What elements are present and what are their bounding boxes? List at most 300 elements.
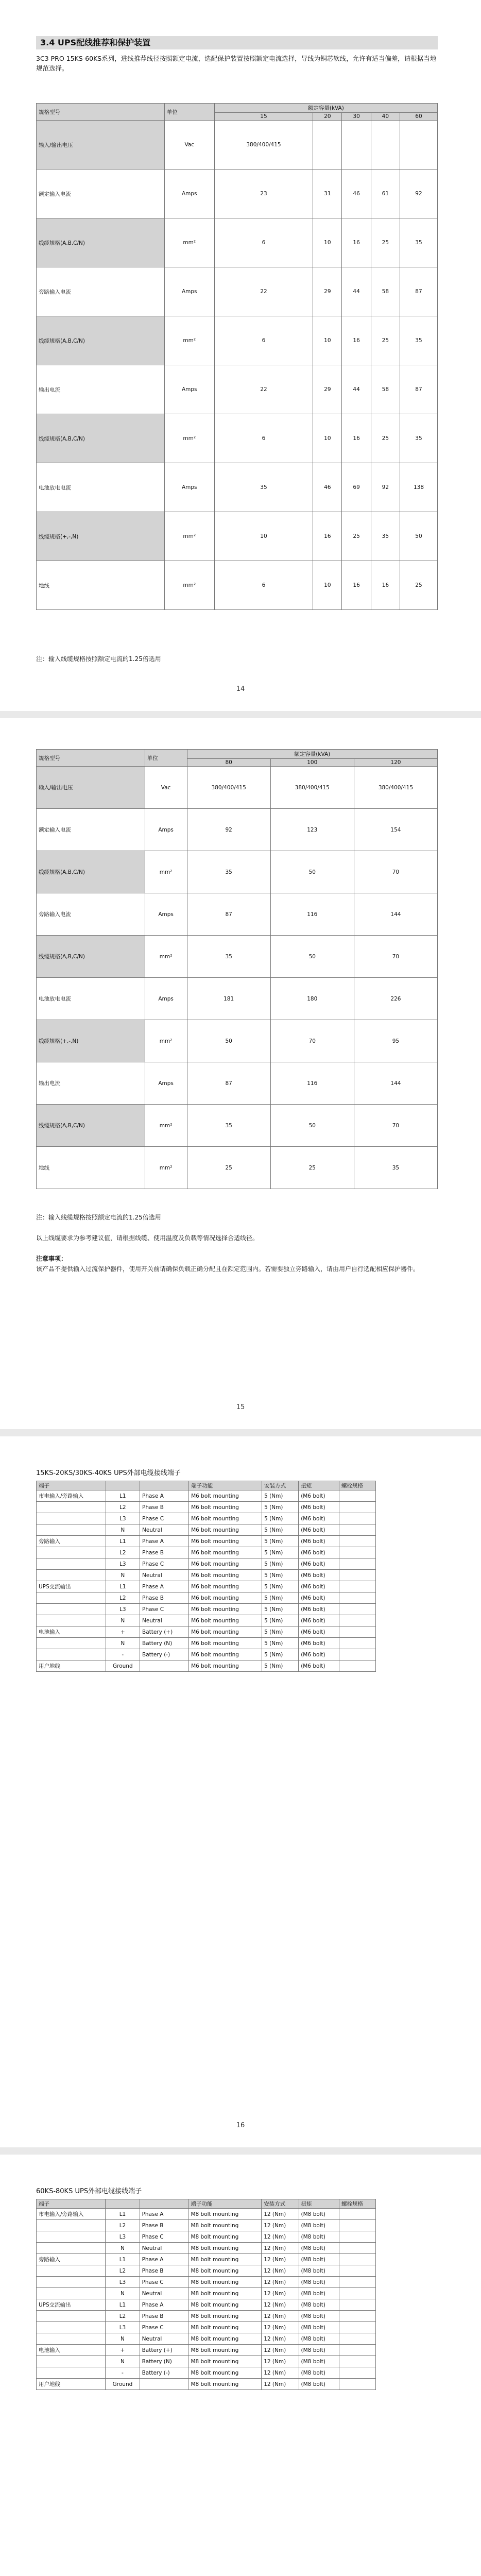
row-value: 58 xyxy=(371,267,400,316)
row-unit: mm² xyxy=(164,218,214,267)
header-rating: 额定容量(kVA) xyxy=(214,104,437,113)
header-rating-value: 20 xyxy=(313,113,342,121)
row-label: 线缆规格(A,B,C/N) xyxy=(37,1105,145,1147)
terminal-id: L1 xyxy=(106,1490,140,1502)
table-row xyxy=(37,2277,376,2288)
row-label: 电池放电电流 xyxy=(37,978,145,1020)
row-label: 线缆规格(A,B,C/N) xyxy=(37,218,165,267)
table-row xyxy=(37,2231,376,2243)
row-unit: Amps xyxy=(164,365,214,414)
row-unit: Amps xyxy=(145,809,187,851)
terminal-group xyxy=(37,2367,106,2379)
terminal-group xyxy=(37,2277,106,2288)
terminal-group xyxy=(37,2288,106,2299)
terminal-group xyxy=(37,1604,106,1615)
table-row xyxy=(37,2265,376,2277)
column-header xyxy=(140,1481,189,1490)
terminal-id: N xyxy=(106,1638,140,1649)
row-value: 380/400/415 xyxy=(214,121,313,170)
row-value: 25 xyxy=(371,414,400,463)
row-value: 144 xyxy=(354,893,437,936)
terminal-function: Phase B xyxy=(140,2220,188,2231)
terminal-id: N xyxy=(106,1615,140,1626)
table-row xyxy=(37,1615,376,1626)
blank-cell xyxy=(339,2333,375,2345)
blank-cell xyxy=(339,2288,375,2299)
terminal-function: Phase B xyxy=(140,1592,189,1604)
torque: 12 (Nm) xyxy=(262,2322,299,2333)
torque: 12 (Nm) xyxy=(262,2288,299,2299)
row-value: 16 xyxy=(342,414,371,463)
row-value: 70 xyxy=(270,1020,354,1062)
table-row xyxy=(37,1558,376,1570)
terminal-id: L1 xyxy=(106,1536,140,1547)
mounting: M8 bolt mounting xyxy=(188,2277,262,2288)
table-row xyxy=(37,414,438,463)
row-value: 50 xyxy=(400,512,437,561)
terminal-function: Phase C xyxy=(140,2277,188,2288)
row-value: 92 xyxy=(371,463,400,512)
blank-cell xyxy=(339,1581,375,1592)
terminal-function: Phase B xyxy=(140,2311,188,2322)
terminal-function: Battery (N) xyxy=(140,1638,189,1649)
table-row xyxy=(37,1660,376,1672)
row-value: 35 xyxy=(400,414,437,463)
terminal-id: L2 xyxy=(106,1592,140,1604)
terminal-function: Neutral xyxy=(140,2243,188,2254)
row-value: 50 xyxy=(270,936,354,978)
terminal-function: Phase C xyxy=(140,2231,188,2243)
blank-cell xyxy=(339,1649,375,1660)
bolt-spec: (M8 bolt) xyxy=(299,2220,339,2231)
terminal-function: Neutral xyxy=(140,2333,188,2345)
row-value: 35 xyxy=(400,218,437,267)
terminal-function: Phase A xyxy=(140,2254,188,2265)
blank-cell xyxy=(339,1660,375,1672)
torque: 12 (Nm) xyxy=(262,2254,299,2265)
torque: 12 (Nm) xyxy=(262,2367,299,2379)
row-label: 输入/输出电压 xyxy=(37,121,165,170)
header-rating-value: 60 xyxy=(400,113,437,121)
row-value: 92 xyxy=(187,809,270,851)
bolt-spec: (M6 bolt) xyxy=(299,1604,339,1615)
header-rating: 额定容量(kVA) xyxy=(187,750,437,759)
row-value: 380/400/415 xyxy=(354,767,437,809)
terminal-id: N xyxy=(106,2356,140,2367)
column-header xyxy=(140,2199,188,2209)
blank-cell xyxy=(339,1490,375,1502)
table-caption: 60KS-80KS UPS外部电缆接线端子 xyxy=(36,2188,142,2195)
row-value xyxy=(342,121,371,170)
torque: 5 (Nm) xyxy=(262,1581,299,1592)
row-label: 输出电流 xyxy=(37,365,165,414)
table-row xyxy=(37,893,438,936)
row-label: 线缆规格(A,B,C/N) xyxy=(37,414,165,463)
terminal-group xyxy=(37,1513,106,1524)
table-row xyxy=(37,2367,376,2379)
terminal-function: Battery (+) xyxy=(140,2345,188,2356)
mounting: M6 bolt mounting xyxy=(189,1558,262,1570)
terminal-group xyxy=(37,2243,106,2254)
torque: 12 (Nm) xyxy=(262,2299,299,2311)
bolt-spec: (M6 bolt) xyxy=(299,1570,339,1581)
table-row xyxy=(37,2322,376,2333)
row-label: 电池放电电流 xyxy=(37,463,165,512)
torque: 12 (Nm) xyxy=(262,2243,299,2254)
row-value: 95 xyxy=(354,1020,437,1062)
torque: 12 (Nm) xyxy=(262,2311,299,2322)
blank-cell xyxy=(339,1513,375,1524)
row-value: 25 xyxy=(400,561,437,610)
terminal-id: L2 xyxy=(106,2220,140,2231)
row-value: 29 xyxy=(313,365,342,414)
column-header: 端子 xyxy=(37,1481,106,1490)
terminal-function: Battery (-) xyxy=(140,1649,189,1660)
mounting: M8 bolt mounting xyxy=(188,2322,262,2333)
table-row xyxy=(37,1147,438,1189)
terminal-id: L3 xyxy=(106,2231,140,2243)
terminal-id: Ground xyxy=(106,2379,140,2390)
mounting: M6 bolt mounting xyxy=(189,1513,262,1524)
terminal-id: L3 xyxy=(106,1604,140,1615)
row-label: 线缆规格(A,B,C/N) xyxy=(37,316,165,365)
bolt-spec: (M6 bolt) xyxy=(299,1502,339,1513)
terminal-id: L2 xyxy=(106,2311,140,2322)
row-value: 23 xyxy=(214,170,313,218)
reference-paragraph: 以上线缆要求为参考建议值，请根据线缆、使用温度及负载等情况选择合适线径。 xyxy=(36,1234,259,1242)
table-row xyxy=(37,1502,376,1513)
terminal-group: 市电输入/旁路输入 xyxy=(37,2209,106,2220)
terminal-function: Phase C xyxy=(140,1558,189,1570)
row-unit: mm² xyxy=(164,512,214,561)
row-unit: Vac xyxy=(145,767,187,809)
table-row xyxy=(37,1062,438,1105)
bolt-spec: (M6 bolt) xyxy=(299,1615,339,1626)
column-header: 螺栓规格 xyxy=(339,2199,375,2209)
terminal-id: + xyxy=(106,1626,140,1638)
header-rating-value: 15 xyxy=(214,113,313,121)
table-row xyxy=(37,218,438,267)
row-label: 额定输入电流 xyxy=(37,809,145,851)
row-value: 10 xyxy=(313,414,342,463)
row-value: 92 xyxy=(400,170,437,218)
row-label: 输入/输出电压 xyxy=(37,767,145,809)
torque: 5 (Nm) xyxy=(262,1638,299,1649)
terminal-group xyxy=(37,2311,106,2322)
row-value: 35 xyxy=(400,316,437,365)
row-unit: mm² xyxy=(164,561,214,610)
terminal-function: Neutral xyxy=(140,2288,188,2299)
row-value: 87 xyxy=(187,893,270,936)
row-value: 25 xyxy=(187,1147,270,1189)
terminal-function: Neutral xyxy=(140,1570,189,1581)
row-value: 25 xyxy=(371,316,400,365)
row-value: 35 xyxy=(371,512,400,561)
row-label: 地线 xyxy=(37,1147,145,1189)
page-separator xyxy=(0,1429,481,1436)
row-label: 线缆规格(A,B,C/N) xyxy=(37,936,145,978)
terminal-group xyxy=(37,1592,106,1604)
mounting: M6 bolt mounting xyxy=(189,1626,262,1638)
blank-cell xyxy=(339,2379,375,2390)
torque: 5 (Nm) xyxy=(262,1649,299,1660)
table-row xyxy=(37,365,438,414)
terminal-function: Phase B xyxy=(140,1547,189,1558)
row-value: 46 xyxy=(342,170,371,218)
mounting: M6 bolt mounting xyxy=(189,1547,262,1558)
terminal-function: Phase C xyxy=(140,1604,189,1615)
terminal-group xyxy=(37,2356,106,2367)
terminal-function xyxy=(140,1660,189,1672)
bolt-spec: (M8 bolt) xyxy=(299,2288,339,2299)
row-value: 58 xyxy=(371,365,400,414)
row-label: 旁路输入电流 xyxy=(37,267,165,316)
terminal-function: Phase A xyxy=(140,2299,188,2311)
table-row xyxy=(37,1547,376,1558)
row-value xyxy=(400,121,437,170)
bolt-spec: (M8 bolt) xyxy=(299,2311,339,2322)
cable-spec-table-1 xyxy=(36,103,438,610)
terminal-function: Phase B xyxy=(140,1502,189,1513)
row-unit: Amps xyxy=(145,1062,187,1105)
table-row xyxy=(37,1105,438,1147)
torque: 12 (Nm) xyxy=(262,2220,299,2231)
terminal-group xyxy=(37,1638,106,1649)
page-separator xyxy=(0,2147,481,2155)
row-value: 22 xyxy=(214,267,313,316)
blank-cell xyxy=(339,1626,375,1638)
row-unit: Amps xyxy=(164,463,214,512)
row-label: 旁路输入电流 xyxy=(37,893,145,936)
row-value: 50 xyxy=(187,1020,270,1062)
row-value: 144 xyxy=(354,1062,437,1105)
row-value: 16 xyxy=(342,561,371,610)
table-row xyxy=(37,463,438,512)
terminal-group: 旁路输入 xyxy=(37,2254,106,2265)
blank-cell xyxy=(339,2231,375,2243)
table-row xyxy=(37,1604,376,1615)
terminal-group xyxy=(37,1649,106,1660)
terminal-group: 用户地线 xyxy=(37,1660,106,1672)
terminal-id: L1 xyxy=(106,2254,140,2265)
terminal-id: N xyxy=(106,2333,140,2345)
torque: 5 (Nm) xyxy=(262,1626,299,1638)
mounting: M8 bolt mounting xyxy=(188,2367,262,2379)
column-header: 端子功能 xyxy=(188,2199,262,2209)
table-row xyxy=(37,978,438,1020)
bolt-spec: (M8 bolt) xyxy=(299,2299,339,2311)
blank-cell xyxy=(339,2367,375,2379)
row-label: 地线 xyxy=(37,561,165,610)
mounting: M8 bolt mounting xyxy=(188,2265,262,2277)
terminal-function: Battery (+) xyxy=(140,1626,189,1638)
row-value: 35 xyxy=(354,1147,437,1189)
torque: 12 (Nm) xyxy=(262,2209,299,2220)
table-row xyxy=(37,2299,376,2311)
terminal-group xyxy=(37,2333,106,2345)
row-unit: Amps xyxy=(145,978,187,1020)
terminal-table-2 xyxy=(36,2199,376,2390)
terminal-function: Battery (N) xyxy=(140,2356,188,2367)
table-row xyxy=(37,1570,376,1581)
torque: 5 (Nm) xyxy=(262,1502,299,1513)
column-header: 扭矩 xyxy=(299,2199,339,2209)
terminal-id: L1 xyxy=(106,2209,140,2220)
note-title: 注意事项： xyxy=(36,1255,67,1262)
row-value: 31 xyxy=(313,170,342,218)
row-value: 154 xyxy=(354,809,437,851)
row-value: 35 xyxy=(187,936,270,978)
table-row xyxy=(37,2209,376,2220)
terminal-id: - xyxy=(106,1649,140,1660)
blank-cell xyxy=(339,2322,375,2333)
header-rating-value: 120 xyxy=(354,759,437,767)
row-value: 6 xyxy=(214,414,313,463)
row-unit: mm² xyxy=(145,1147,187,1189)
torque: 5 (Nm) xyxy=(262,1570,299,1581)
terminal-function: Phase A xyxy=(140,1581,189,1592)
mounting: M8 bolt mounting xyxy=(188,2288,262,2299)
header-unit: 单位 xyxy=(164,104,214,121)
column-header: 扭矩 xyxy=(299,1481,339,1490)
row-value: 35 xyxy=(214,463,313,512)
row-value: 35 xyxy=(187,851,270,893)
mounting: M8 bolt mounting xyxy=(188,2209,262,2220)
torque: 5 (Nm) xyxy=(262,1547,299,1558)
blank-cell xyxy=(339,1604,375,1615)
cable-spec-table-2 xyxy=(36,749,438,1189)
blank-cell xyxy=(339,2311,375,2322)
row-value: 87 xyxy=(187,1062,270,1105)
row-value: 70 xyxy=(354,936,437,978)
blank-cell xyxy=(339,2254,375,2265)
row-value: 10 xyxy=(313,561,342,610)
blank-cell xyxy=(339,2220,375,2231)
mounting: M8 bolt mounting xyxy=(188,2220,262,2231)
header-model: 规格型号 xyxy=(37,750,145,767)
torque: 12 (Nm) xyxy=(262,2231,299,2243)
torque: 12 (Nm) xyxy=(262,2265,299,2277)
header-rating-value: 30 xyxy=(342,113,371,121)
table-row xyxy=(37,1020,438,1062)
bolt-spec: (M8 bolt) xyxy=(299,2243,339,2254)
row-value: 116 xyxy=(270,1062,354,1105)
blank-cell xyxy=(339,2265,375,2277)
mounting: M6 bolt mounting xyxy=(189,1524,262,1536)
blank-cell xyxy=(339,1524,375,1536)
table-row xyxy=(37,2288,376,2299)
column-header: 螺栓规格 xyxy=(339,1481,375,1490)
terminal-function: Phase C xyxy=(140,2322,188,2333)
torque: 5 (Nm) xyxy=(262,1592,299,1604)
mounting: M8 bolt mounting xyxy=(188,2333,262,2345)
column-header xyxy=(106,1481,140,1490)
row-unit: mm² xyxy=(145,1020,187,1062)
mounting: M8 bolt mounting xyxy=(188,2311,262,2322)
terminal-group: UPS交流输出 xyxy=(37,1581,106,1592)
table-row xyxy=(37,1524,376,1536)
terminal-group: 电池输入 xyxy=(37,1626,106,1638)
terminal-group: 用户地线 xyxy=(37,2379,106,2390)
terminal-table-1 xyxy=(36,1481,376,1672)
blank-cell xyxy=(339,2345,375,2356)
row-value: 44 xyxy=(342,365,371,414)
row-label: 线缆规格(A,B,C/N) xyxy=(37,851,145,893)
row-unit: mm² xyxy=(164,414,214,463)
terminal-group: 电池输入 xyxy=(37,2345,106,2356)
row-unit: Amps xyxy=(164,170,214,218)
bolt-spec: (M6 bolt) xyxy=(299,1490,339,1502)
bolt-spec: (M8 bolt) xyxy=(299,2265,339,2277)
row-value: 87 xyxy=(400,267,437,316)
terminal-id: + xyxy=(106,2345,140,2356)
row-note: 注：输入线缆规格按照额定电流的1.25倍选用 xyxy=(36,1214,161,1221)
blank-cell xyxy=(339,1592,375,1604)
torque: 5 (Nm) xyxy=(262,1660,299,1672)
blank-cell xyxy=(339,1638,375,1649)
terminal-group xyxy=(37,1570,106,1581)
torque: 5 (Nm) xyxy=(262,1524,299,1536)
row-unit: Amps xyxy=(164,267,214,316)
table-row xyxy=(37,2254,376,2265)
terminal-id: L3 xyxy=(106,1513,140,1524)
row-value: 180 xyxy=(270,978,354,1020)
row-unit: mm² xyxy=(145,1105,187,1147)
terminal-id: L1 xyxy=(106,2299,140,2311)
intro-paragraph: 3C3 PRO 15KS-60KS系列，进线推荐线径按照额定电流，选配保护装置按照额定电流选择，导线为铜芯软线，允许有适当偏差，请根据当地规范选择。 xyxy=(36,55,437,72)
terminal-id: L2 xyxy=(106,1547,140,1558)
header-model: 规格型号 xyxy=(37,104,165,121)
terminal-id: N xyxy=(106,1524,140,1536)
torque: 5 (Nm) xyxy=(262,1513,299,1524)
section-title: 3.4 UPS配线推荐和保护装置 xyxy=(36,36,438,49)
bolt-spec: (M6 bolt) xyxy=(299,1513,339,1524)
bolt-spec: (M8 bolt) xyxy=(299,2345,339,2356)
bolt-spec: (M8 bolt) xyxy=(299,2333,339,2345)
row-value: 181 xyxy=(187,978,270,1020)
bolt-spec: (M8 bolt) xyxy=(299,2356,339,2367)
mounting: M8 bolt mounting xyxy=(188,2254,262,2265)
mounting: M8 bolt mounting xyxy=(188,2231,262,2243)
row-value: 16 xyxy=(313,512,342,561)
terminal-id: L2 xyxy=(106,1502,140,1513)
terminal-id: L3 xyxy=(106,1558,140,1570)
terminal-group xyxy=(37,1558,106,1570)
terminal-group xyxy=(37,2220,106,2231)
terminal-group: 旁路输入 xyxy=(37,1536,106,1547)
mounting: M6 bolt mounting xyxy=(189,1502,262,1513)
bolt-spec: (M6 bolt) xyxy=(299,1558,339,1570)
terminal-function: Phase B xyxy=(140,2265,188,2277)
bolt-spec: (M6 bolt) xyxy=(299,1524,339,1536)
mounting: M8 bolt mounting xyxy=(188,2379,262,2390)
table-row xyxy=(37,936,438,978)
manual-page-16 xyxy=(0,1436,481,2147)
terminal-function: Phase C xyxy=(140,1513,189,1524)
terminal-group: UPS交流输出 xyxy=(37,2299,106,2311)
mounting: M8 bolt mounting xyxy=(188,2243,262,2254)
mounting: M6 bolt mounting xyxy=(189,1536,262,1547)
page-number: 14 xyxy=(236,685,245,693)
row-label: 线缆规格(+,-,N) xyxy=(37,512,165,561)
torque: 5 (Nm) xyxy=(262,1615,299,1626)
table-row xyxy=(37,2311,376,2322)
row-value: 226 xyxy=(354,978,437,1020)
row-value: 123 xyxy=(270,809,354,851)
row-value: 35 xyxy=(187,1105,270,1147)
blank-cell xyxy=(339,1570,375,1581)
table-row xyxy=(37,2220,376,2231)
